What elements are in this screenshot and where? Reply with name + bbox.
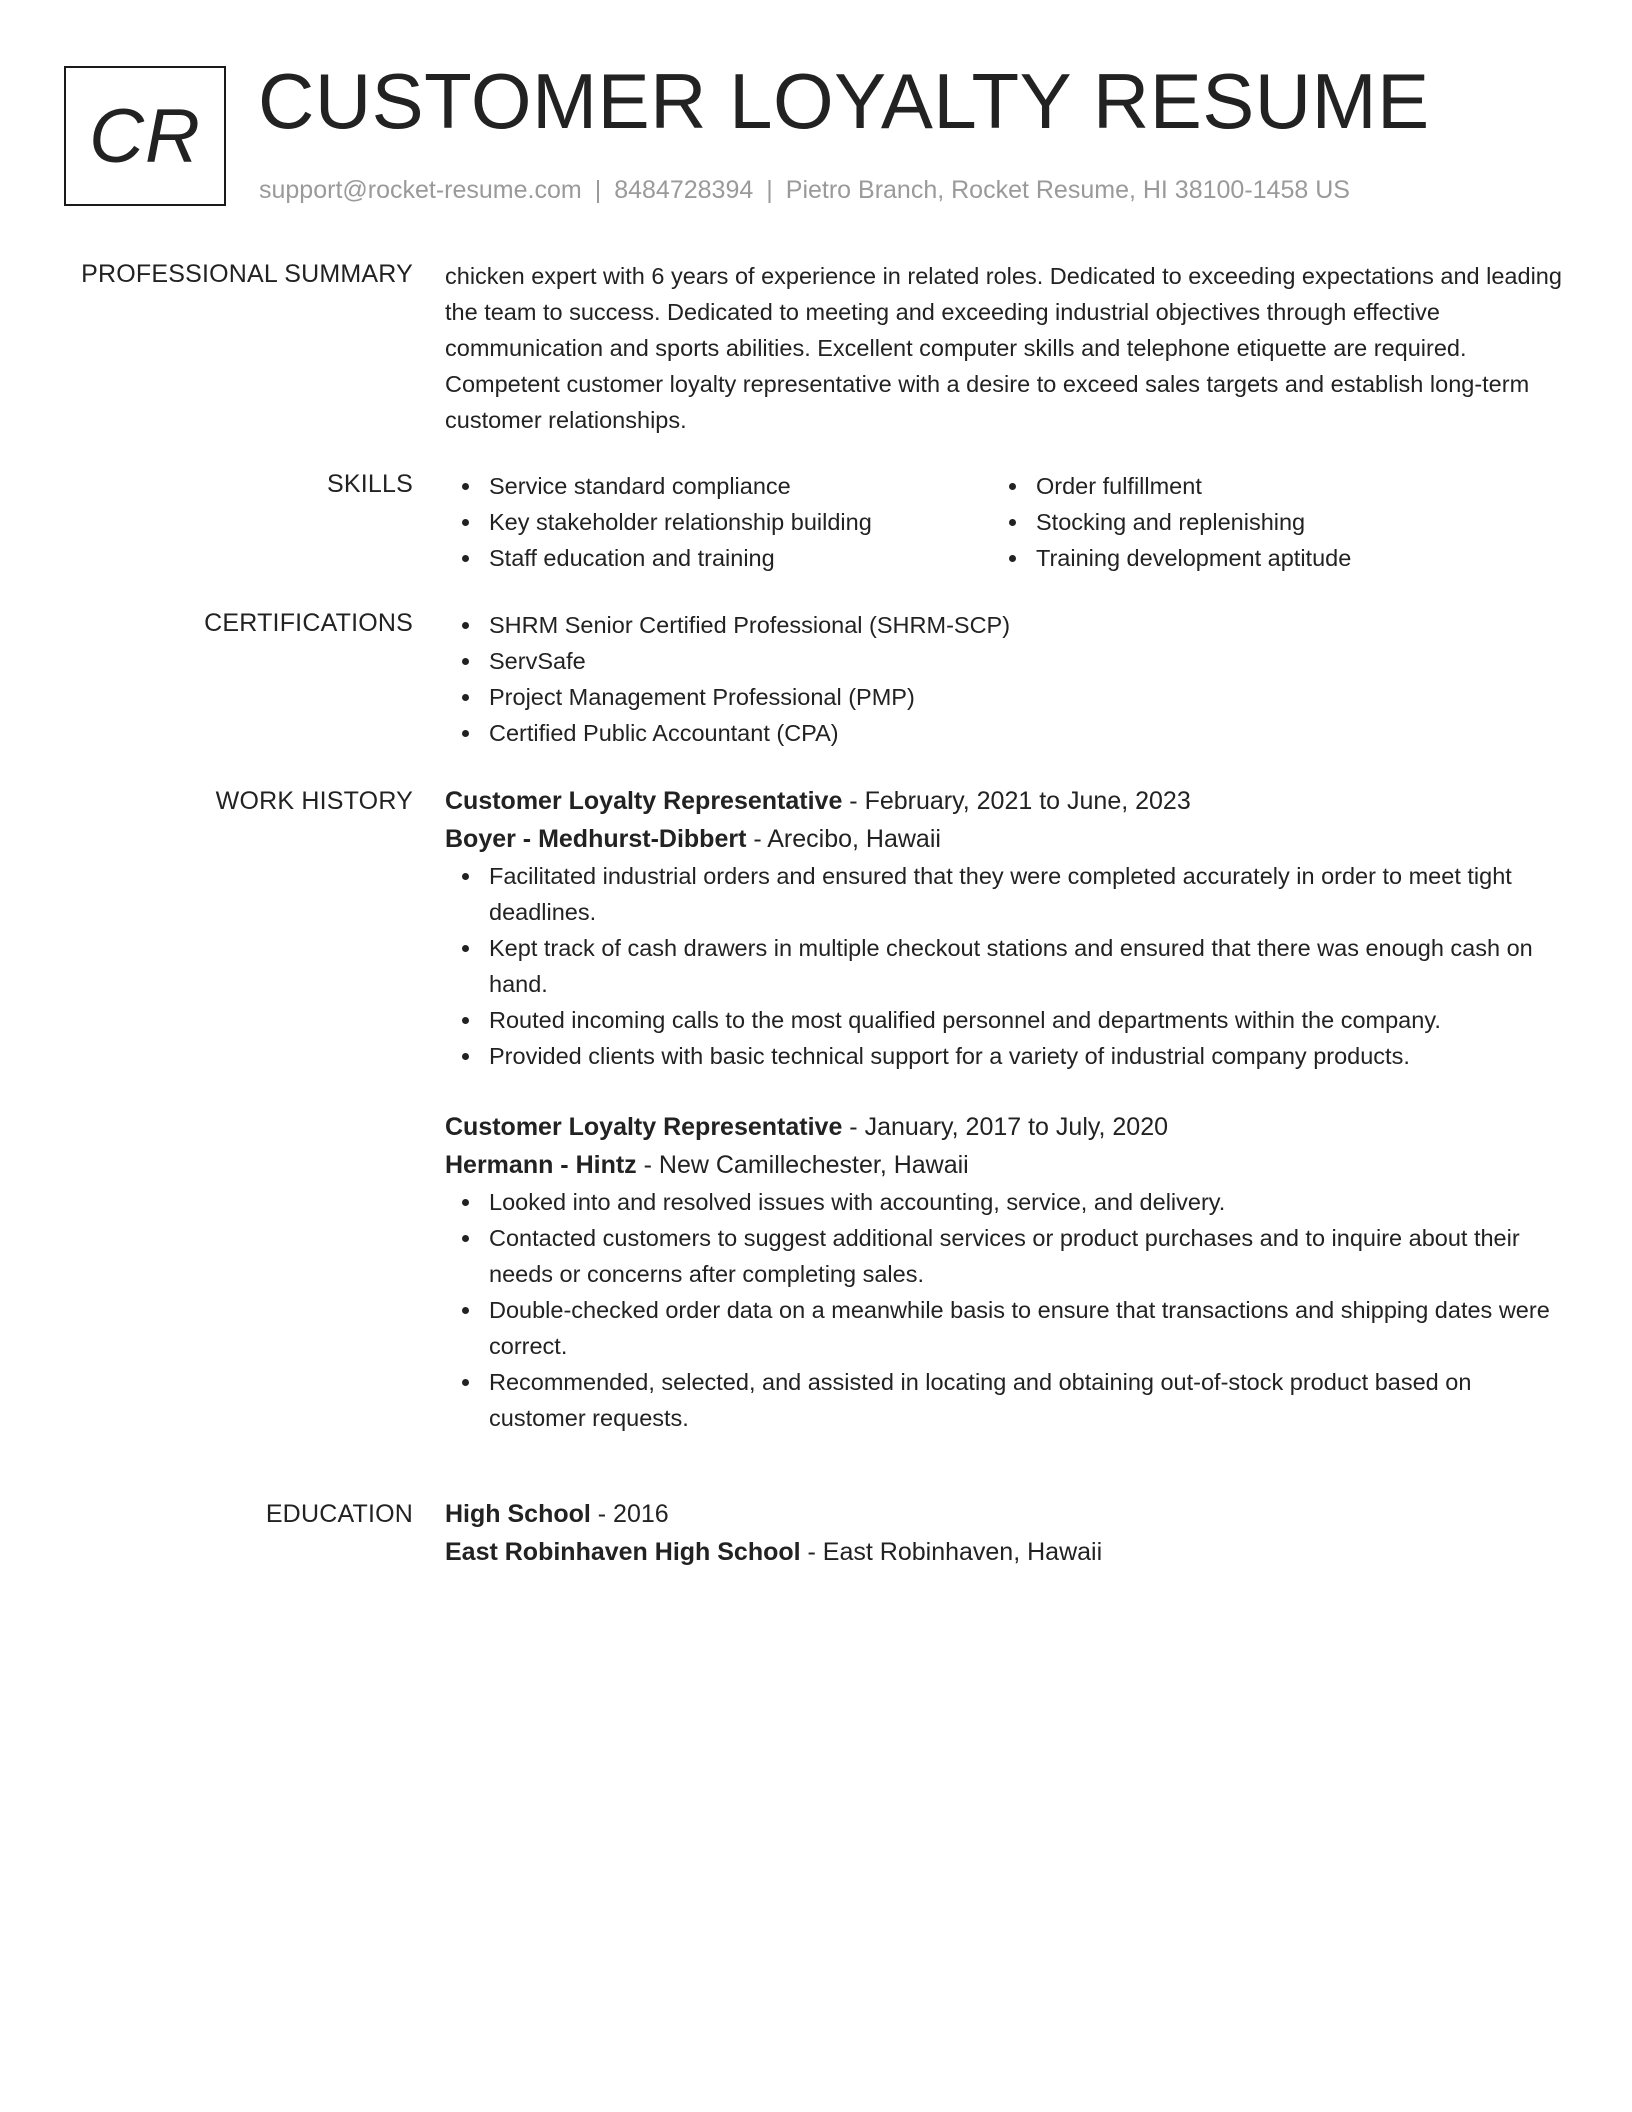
job-duty-item: Double-checked order data on a meanwhile basis to ensure that transactions and shipping dates were correct.: [445, 1292, 1565, 1364]
job-duties-list: [445, 858, 1565, 1074]
contact-phone: 8484728394: [614, 176, 754, 204]
job-dates: - January, 2017 to July, 2020: [842, 1113, 1169, 1141]
skill-item: Key stakeholder relationship building: [445, 504, 992, 540]
job-company: Hermann - Hintz: [445, 1151, 637, 1179]
job-duty-item: Provided clients with basic technical support for a variety of industrial company products.: [445, 1038, 1565, 1074]
contact-email: support@rocket-resume.com: [259, 176, 582, 204]
summary-text: chicken expert with 6 years of experience in related roles. Dedicated to exceeding expectations and leading the team to success. Dedicated to meeting and exceeding industrial objectives through effective communication and sports abilities. Excellent computer skills and telephone etiquette are required. Competent customer loyalty representative with a desire to exceed sales targets and establish long-term customer relationships.: [445, 263, 1562, 433]
section-label-education: EDUCATION: [265, 1500, 413, 1528]
education-year: - 2016: [590, 1500, 669, 1528]
skill-item: Stocking and replenishing: [992, 504, 1539, 540]
certifications-list: [445, 607, 1565, 751]
education-location: - East Robinhaven, Hawaii: [800, 1538, 1103, 1566]
section-label-skills: SKILLS: [327, 470, 413, 498]
education-section: [445, 1495, 1565, 1571]
skill-item: Training development aptitude: [992, 540, 1539, 576]
contact-separator: |: [594, 176, 602, 204]
resume-title: CUSTOMER LOYALTY RESUME: [258, 57, 1430, 145]
education-school-line: [445, 1533, 1565, 1571]
summary-section: [445, 258, 1565, 438]
monogram-badge: CR: [64, 66, 226, 206]
job-duties-list: [445, 1184, 1565, 1436]
certifications-section: [445, 607, 1565, 751]
job-location: - New Camillechester, Hawaii: [636, 1151, 969, 1179]
skills-grid: [445, 468, 1565, 576]
skill-item: Staff education and training: [445, 540, 992, 576]
job-duty-item: Contacted customers to suggest additional services or product purchases and to inquire about their needs or concerns after completing sales.: [445, 1220, 1565, 1292]
job-duty-item: Facilitated industrial orders and ensured that they were completed accurately in order to meet tight deadlines.: [445, 858, 1565, 930]
job-entry: [445, 782, 1565, 1074]
section-label-work-history: WORK HISTORY: [215, 787, 413, 815]
certification-item: SHRM Senior Certified Professional (SHRM-SCP): [445, 607, 1565, 643]
contact-address: Pietro Branch, Rocket Resume, HI 38100-1458 US: [785, 176, 1350, 204]
job-duty-item: Looked into and resolved issues with accounting, service, and delivery.: [445, 1184, 1565, 1220]
job-duty-item: Routed incoming calls to the most qualified personnel and departments within the company.: [445, 1002, 1565, 1038]
education-degree: High School: [445, 1500, 591, 1528]
certification-item: Project Management Professional (PMP): [445, 679, 1565, 715]
skills-section: [445, 468, 1565, 576]
section-label-certifications: CERTIFICATIONS: [204, 609, 413, 637]
job-dates: - February, 2021 to June, 2023: [842, 787, 1191, 815]
job-title: Customer Loyalty Representative: [445, 787, 843, 815]
job-duty-item: Kept track of cash drawers in multiple checkout stations and ensured that there was enough cash on hand.: [445, 930, 1565, 1002]
job-entry: [445, 1108, 1565, 1436]
job-title: Customer Loyalty Representative: [445, 1113, 843, 1141]
job-company-line: [445, 820, 1565, 858]
job-company-line: [445, 1146, 1565, 1184]
section-label-summary: PROFESSIONAL SUMMARY: [81, 260, 413, 288]
work-history-section: [445, 782, 1565, 1470]
job-company: Boyer - Medhurst-Dibbert: [445, 825, 747, 853]
skills-list-right: [992, 468, 1539, 576]
job-location: - Arecibo, Hawaii: [746, 825, 941, 853]
job-title-line: [445, 1108, 1565, 1146]
skills-list-left: [445, 468, 992, 576]
contact-separator: |: [766, 176, 773, 204]
certification-item: Certified Public Accountant (CPA): [445, 715, 1565, 751]
certification-item: ServSafe: [445, 643, 1565, 679]
skill-item: Order fulfillment: [992, 468, 1539, 504]
job-title-line: [445, 782, 1565, 820]
job-duty-item: Recommended, selected, and assisted in locating and obtaining out-of-stock product based on customer requests.: [445, 1364, 1565, 1436]
contact-line: [259, 174, 1350, 206]
education-degree-line: [445, 1495, 1565, 1533]
education-school: East Robinhaven High School: [445, 1538, 801, 1566]
skill-item: Service standard compliance: [445, 468, 992, 504]
